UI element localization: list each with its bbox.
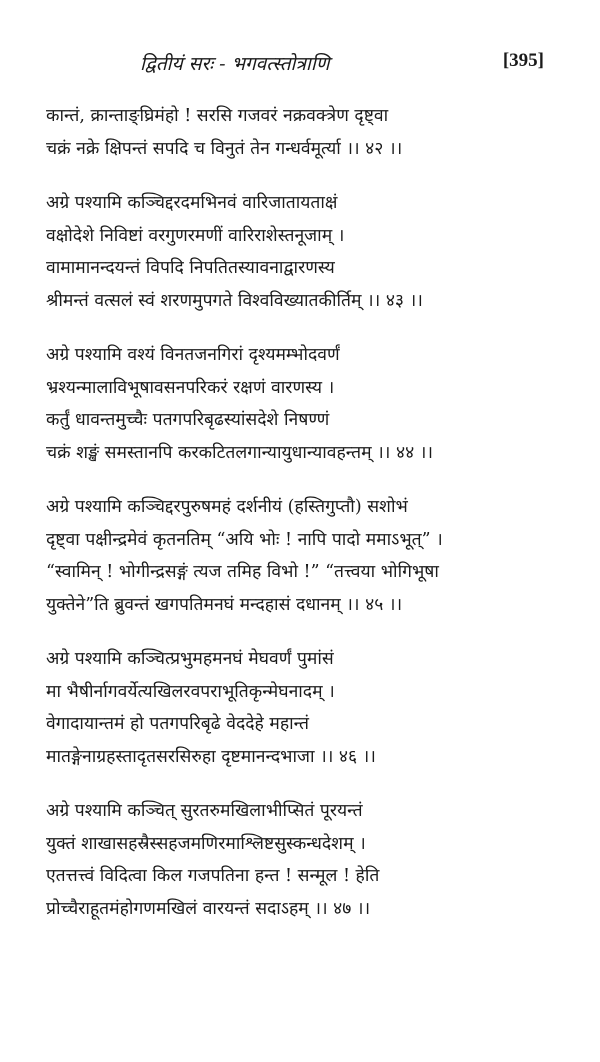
verse-line: मातङ्गेनाग्रहस्तादृतसरसिरुहा दृष्टमानन्दभाजा ।। ४६ ।।: [46, 746, 376, 767]
verse-line: अग्रे पश्यामि वश्यं विनतजनगिरां दृश्यमम्भोदवर्णं: [46, 345, 340, 365]
verse-47: [46, 795, 566, 925]
verse-line: एतत्तत्त्वं विदित्वा किल गजपतिना हन्त ! सन्मूल ! हेति: [46, 866, 380, 886]
verse-42: [46, 100, 566, 165]
verse-line: वक्षोदेशे निविष्टां वरगुणरमणीं वारिराशेस्तनूजाम् ।: [46, 225, 345, 246]
verse-44: [46, 339, 566, 469]
verse-line: युक्तेने”ति ब्रुवन्तं खगपतिमनघं मन्दहासं दधानम् ।। ४५ ।।: [46, 594, 403, 615]
verse-45: [46, 491, 566, 621]
verse-line: दृष्ट्वा पक्षीन्द्रमेवं कृतनतिम् “अयि भोः ! नापि पादो ममाऽभूत्” ।: [46, 529, 443, 550]
verse-line: कर्तुं धावन्तमुच्चैः पतगपरिबृढस्यांसदेशे निषण्णं: [46, 410, 330, 430]
verse-43: [46, 187, 566, 317]
verse-line: अग्रे पश्यामि कञ्चिद्दरदमभिनवं वारिजातायताक्षं: [46, 193, 338, 213]
running-title: द्वितीयं सरः - भगवत्स्तोत्राणि: [140, 53, 330, 75]
page-header: [0, 50, 600, 80]
verse-line: अग्रे पश्यामि कञ्चित् सुरतरुमखिलाभीप्सितं पूरयन्तं: [46, 801, 363, 821]
verse-line: कान्तं, क्रान्ताङ्घ्रिमंहो ! सरसि गजवरं नक्रवक्त्रेण दृष्ट्वा: [46, 106, 389, 126]
verse-line: वामामानन्दयन्तं विपदि निपतितस्यावनाद्वारणस्य: [46, 258, 335, 278]
verse-line: वेगादायान्तमं हो पतगपरिबृढे वेददेहे महान्तं: [46, 714, 310, 734]
page-number: [395]: [502, 50, 544, 71]
verse-line: अग्रे पश्यामि कञ्चित्प्रभुमहमनघं मेघवर्णं पुमांसं: [46, 649, 334, 669]
verse-line: भ्रश्यन्मालाविभूषावसनपरिकरं रक्षणं वारणस्य ।: [46, 377, 335, 398]
verse-line: “स्वामिन् ! भोगीन्द्रसङ्गं त्यज तमिह विभो !” “तत्त्वया भोगिभूषा: [46, 562, 439, 582]
verse-line: श्रीमन्तं वत्सलं स्वं शरणमुपगते विश्वविख्यातकीर्तिम् ।। ४३ ।।: [46, 290, 423, 311]
verse-line: युक्तं शाखासहस्रैस्सहजमणिरमाश्लिष्टसुस्कन्धदेशम् ।: [46, 833, 366, 854]
verse-list: [46, 100, 566, 947]
verse-46: [46, 643, 566, 773]
verse-line: चक्रं शङ्खं समस्तानपि करकटितलगान्यायुधान्यावहन्तम् ।। ४४ ।।: [46, 442, 434, 463]
verse-line: प्रोच्चैराहूतमंहोगणमखिलं वारयन्तं सदाऽहम् ।। ४७ ।।: [46, 898, 371, 919]
verse-line: अग्रे पश्यामि कञ्चिद्दरपुरुषमहं दर्शनीयं (हस्तिगुप्तौ) सशोभं: [46, 497, 408, 517]
verse-line: मा भैषीर्नागवर्येत्यखिलरवपराभूतिकृन्मेघनादम् ।: [46, 681, 335, 702]
verse-line: चक्रं नक्रे क्षिपन्तं सपदि च विनुतं तेन गन्धर्वमूर्त्या ।। ४२ ।।: [46, 138, 403, 159]
